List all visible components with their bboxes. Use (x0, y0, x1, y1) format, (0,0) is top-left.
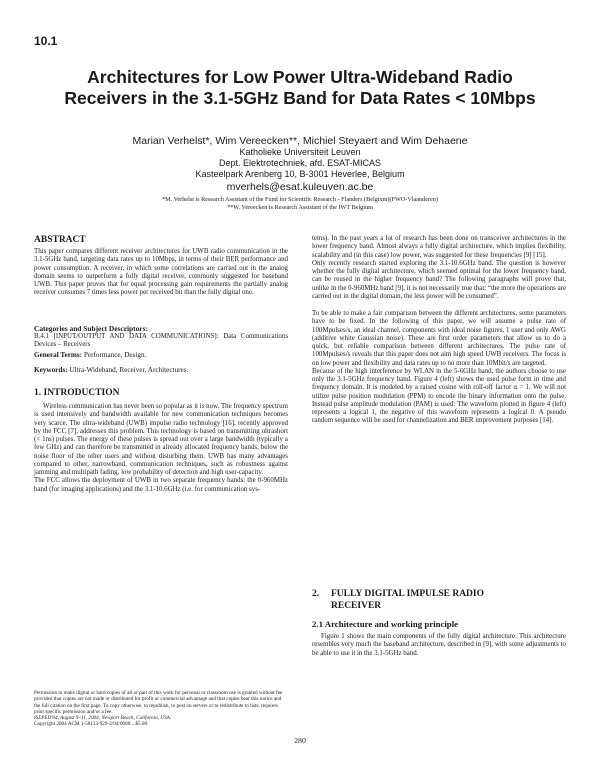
categories-text: B.4.1 [INPUT/OUTPUT AND DATA COMMUNICATIONS]: Data Communications Devices – Receivers (34, 333, 288, 349)
subsection-2-1-heading: 2.1 Architecture and working principle (312, 619, 459, 629)
categories-body (34, 333, 288, 350)
intro-paragraph-1: Wireless communication has never been so popular as it is now. The frequency spectrum is used intensively and bandwidth available for new communication techniques becomes very scarce. The ultra-wideband (UWB) impulse radio technology [16], recently approved by the FCC [7], addresses this problem. This technology is based on transmitting ultrashort (< 1ns) pulses. The energy of these pulses is spread out over a large bandwidth (typically a few GHz) and can therefore be transmitted in already allocated frequency bands, below the noise floor of the other users and without disturbing them. UWB has many advantages compared to other, narrowband, communication techniques, such as robustness against jamming and multipath fading, low probability of detection and high user-capacity. (34, 403, 288, 476)
section-2-paragraph-1: Figure 1 shows the main components of the fully digital architecture. This architecture resembles very much the baseband architecture, described in [9], with some adjustments to be able to use it in the 3.1-5GHz band. (312, 633, 566, 657)
subsection-2-1-body (312, 633, 566, 658)
copyright-permission: Permission to make digital or hard copies of all or part of this work for personal or classroom use is granted without fee provided that copies are not made or distributed for profit or commercial advantage and that copies bear this notice and the full citation on the first page. To copy otherwise, to republish, to post on servers or to redistribute to lists, requires prior specific permission and/or a fee. (34, 690, 283, 715)
right-paragraph-1: tems). In the past years a lot of research has been done on transceiver architectures in the lower frequency band. Almost always a fully digital architecture, which implies flexibility, scalability and (in this case) low power, was suggested for these frequencies [9] [15]. (312, 235, 566, 259)
introduction-body (34, 403, 288, 494)
affiliation-line-1: Katholieke Universiteit Leuven (239, 147, 361, 157)
affiliation-line-2: Dept. Elektrotechniek, afd. ESAT-MICAS (219, 158, 381, 168)
footnote-2: **W. Vereecken is Research Assistant of the IWT Belgium (227, 204, 373, 211)
general-terms-text: Performance, Design. (83, 351, 147, 359)
right-column-body (312, 235, 566, 426)
author-email[interactable]: mverhels@esat.kuleuven.ac.be (226, 181, 374, 193)
keywords-label: Keywords: (34, 366, 68, 374)
right-paragraph-2: Only recently research started exploring the 3.1-10.6GHz band. The question is however whether the fully digital architecture, which seemed optimal for the lower frequency band, can be reused in the higher frequency band? The following paragraphs will prove that, unlike in the 0-960MHz band [9], it is not necessarily true that: “the more the operations are carried out in the digital domain, the less power will be consumed”. (312, 259, 566, 300)
general-terms (34, 351, 146, 359)
categories-heading: Categories and Subject Descriptors: (34, 324, 148, 333)
session-number: 10.1 (34, 34, 58, 48)
section-2-number: 2. (312, 589, 320, 599)
section-2-title-line-2: RECEIVER (331, 601, 382, 611)
footnote-1: *M. Verhelst is Research Assistant of the Fund for Scientific Research - Flanders (Belgium)(FWO-Vlaanderen) (162, 196, 438, 203)
abstract-body (34, 248, 288, 298)
affiliation (40, 147, 560, 180)
abstract-heading: ABSTRACT (34, 235, 86, 245)
affiliation-line-3: Kasteelpark Arenberg 10, B-3001 Heverlee, Belgium (195, 169, 405, 179)
keywords-text: Ultra-Wideband, Receiver, Architectures. (69, 366, 189, 374)
page-number: 280 (294, 736, 306, 745)
intro-paragraph-2: The FCC allows the deployment of UWB in two separate frequency bands: the 0-960MHz band (for imaging applications) and the 3.1-10.6GHz (i.e. for communication sys- (34, 477, 288, 493)
title-line-2: Receivers in the 3.1-5GHz Band for Data Rates < 10Mbps (64, 88, 536, 108)
section-2-heading (312, 588, 566, 612)
introduction-heading: 1. INTRODUCTION (34, 388, 120, 398)
section-2-title-line-1: FULLY DIGITAL IMPULSE RADIO (331, 589, 484, 599)
paper-title (40, 67, 560, 109)
right-paragraph-3: To be able to make a fair comparison between the different architectures, some parameters have to be fixed. In the following of this paper, we will assume a pulse rate of 100Mpulses/s, an ideal channel, components with ideal noise figures, 1 user and only AWG (additive white Gaussian noise). These are first order parameters that allow us to do a quick, but reliable comparison between different architectures. The pulse rate of 100Mpulses/s reveals that this paper does not aim high speed UWB receivers. The focus is on low power and flexibility and data rates up to no more than 10Mbit/s are targeted. (312, 310, 566, 367)
abstract-text: This paper compares different receiver architectures for UWB radio communication in the 3.1-5GHz band, targeting data rates up to 10Mbps, in terms of their BER performance and power consumption. A receiver, in which some correlations are carried out in the analog domain seems to outperform a fully digital receiver, commonly suggested for baseband UWB. This paper proves that for equal processing gain requirements the partially analog receiver consumes 7 times less power per received bit than the fully digital one. (34, 248, 288, 297)
copyright-notice (34, 690, 288, 728)
author-list: Marian Verhelst*, Wim Vereecken**, Michiel Steyaert and Wim Dehaene (132, 135, 468, 147)
author-footnotes (40, 196, 560, 212)
general-terms-label: General Terms: (34, 351, 83, 359)
right-paragraph-4: Because of the high interference by WLAN in the 5-6GHz band, the authors choose to use only the 3.1-5GHz frequency band. Figure 4 (left) shows the used pulse form in time and frequency domain. It is modeled by a raised cosine with roll-off factor α = 1. We will not utilize pulse position modulation (PPM) to encode the binary information onto the pulse. Instead pulse amplitude modulation (PAM) is used: The waveform plotted in figure 4 (left) represents a logical 1, the negative of this waveform represents a logical 0. A pseudo random sequence will be used for channelization and BER improvement purposes [14]. (312, 367, 566, 425)
keywords (34, 366, 188, 374)
paragraph-gap (312, 301, 566, 310)
copyright-venue: ISLPED'04, August 9–11, 2004, Newport Beach, California, USA. (34, 715, 172, 722)
copyright-line: Copyright 2004 ACM 1-58113-929-2/04/0008 ...$5.00. (34, 721, 149, 728)
title-line-1: Architectures for Low Power Ultra-Wideband Radio (87, 67, 513, 87)
